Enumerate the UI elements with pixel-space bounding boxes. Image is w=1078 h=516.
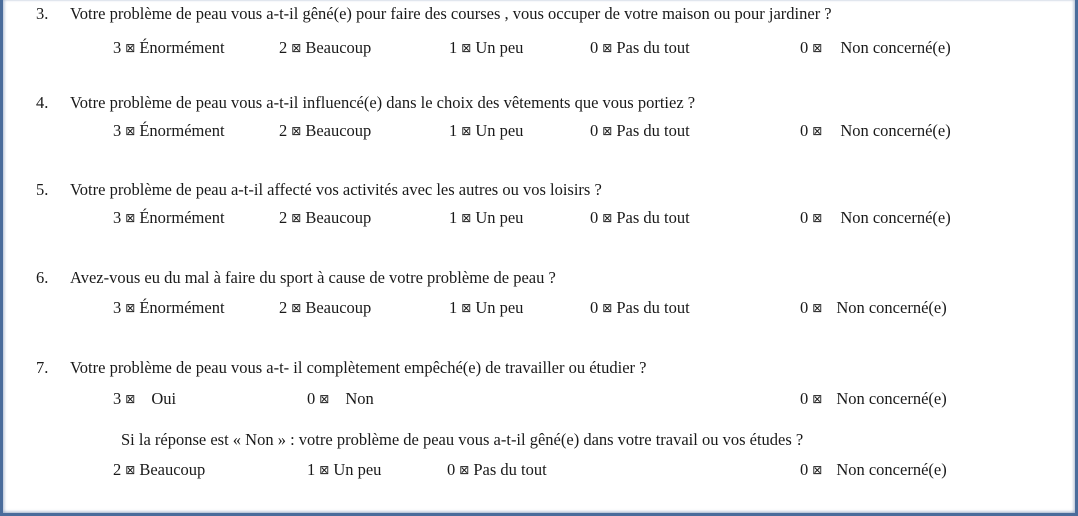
option-pas-du-tout[interactable]: 0 ⊠ Pas du tout <box>590 38 690 57</box>
question-number: 6. <box>36 268 49 287</box>
question-number: 3. <box>36 4 49 23</box>
option-enormement[interactable]: 3 ⊠ Énormément <box>113 38 225 57</box>
checkbox-icon[interactable]: ⊠ <box>461 211 472 225</box>
checkbox-icon[interactable]: ⊠ <box>812 41 823 55</box>
option-beaucoup[interactable]: 2 ⊠ Beaucoup <box>279 298 372 317</box>
checkbox-icon[interactable]: ⊠ <box>125 41 136 55</box>
checkbox-icon[interactable]: ⊠ <box>812 463 823 477</box>
checkbox-icon[interactable]: ⊠ <box>602 301 613 315</box>
option-un-peu[interactable]: 1 ⊠ Un peu <box>449 208 524 227</box>
option-beaucoup[interactable]: 2 ⊠ Beaucoup <box>279 208 372 227</box>
option-un-peu[interactable]: 1 ⊠ Un peu <box>307 460 382 479</box>
checkbox-icon[interactable]: ⊠ <box>291 301 302 315</box>
checkbox-icon[interactable]: ⊠ <box>291 41 302 55</box>
checkbox-icon[interactable]: ⊠ <box>812 124 823 138</box>
question-text: Votre problème de peau vous a-t-il influencé(e) dans le choix des vêtements que vous portiez ? <box>70 93 696 112</box>
option-un-peu[interactable]: 1 ⊠ Un peu <box>449 298 524 317</box>
checkbox-icon[interactable]: ⊠ <box>461 41 472 55</box>
checkbox-icon[interactable]: ⊠ <box>125 463 136 477</box>
checkbox-icon[interactable]: ⊠ <box>602 41 613 55</box>
checkbox-icon[interactable]: ⊠ <box>125 211 136 225</box>
option-oui[interactable]: 3 ⊠ Oui <box>113 389 177 408</box>
option-enormement[interactable]: 3 ⊠ Énormément <box>113 208 225 227</box>
checkbox-icon[interactable]: ⊠ <box>461 301 472 315</box>
checkbox-icon[interactable]: ⊠ <box>291 211 302 225</box>
option-beaucoup[interactable]: 2 ⊠ Beaucoup <box>279 38 372 57</box>
checkbox-icon[interactable]: ⊠ <box>291 124 302 138</box>
question-number: 7. <box>36 358 49 377</box>
option-pas-du-tout[interactable]: 0 ⊠ Pas du tout <box>590 208 690 227</box>
option-pas-du-tout[interactable]: 0 ⊠ Pas du tout <box>447 460 547 479</box>
option-non[interactable]: 0 ⊠ Non <box>307 389 374 408</box>
question-text: Avez-vous eu du mal à faire du sport à cause de votre problème de peau ? <box>70 268 556 287</box>
option-beaucoup[interactable]: 2 ⊠ Beaucoup <box>113 460 206 479</box>
checkbox-icon[interactable]: ⊠ <box>602 211 613 225</box>
checkbox-icon[interactable]: ⊠ <box>125 392 136 406</box>
checkbox-icon[interactable]: ⊠ <box>812 301 823 315</box>
checkbox-icon[interactable]: ⊠ <box>812 392 823 406</box>
checkbox-icon[interactable]: ⊠ <box>461 124 472 138</box>
checkbox-icon[interactable]: ⊠ <box>125 124 136 138</box>
question-text: Votre problème de peau a-t-il affecté vos activités avec les autres ou vos loisirs ? <box>70 180 602 199</box>
followup-question-text: Si la réponse est « Non » : votre problème de peau vous a-t-il gêné(e) dans votre travail ou vos études ? <box>121 430 804 449</box>
option-non-concerne[interactable]: 0 ⊠ Non concerné(e) <box>800 38 951 57</box>
checkbox-icon[interactable]: ⊠ <box>319 392 330 406</box>
option-un-peu[interactable]: 1 ⊠ Un peu <box>449 121 524 140</box>
question-text: Votre problème de peau vous a-t- il complètement empêché(e) de travailler ou étudier ? <box>70 358 647 377</box>
checkbox-icon[interactable]: ⊠ <box>125 301 136 315</box>
option-non-concerne[interactable]: 0 ⊠ Non concerné(e) <box>800 298 947 317</box>
option-non-concerne[interactable]: 0 ⊠ Non concerné(e) <box>800 121 951 140</box>
checkbox-icon[interactable]: ⊠ <box>459 463 470 477</box>
option-pas-du-tout[interactable]: 0 ⊠ Pas du tout <box>590 298 690 317</box>
option-enormement[interactable]: 3 ⊠ Énormément <box>113 121 225 140</box>
option-enormement[interactable]: 3 ⊠ Énormément <box>113 298 225 317</box>
checkbox-icon[interactable]: ⊠ <box>812 211 823 225</box>
checkbox-icon[interactable]: ⊠ <box>602 124 613 138</box>
option-non-concerne[interactable]: 0 ⊠ Non concerné(e) <box>800 208 951 227</box>
question-text: Votre problème de peau vous a-t-il gêné(e) pour faire des courses , vous occuper de votre maison ou pour jardiner ? <box>70 4 832 23</box>
checkbox-icon[interactable]: ⊠ <box>319 463 330 477</box>
option-non-concerne[interactable]: 0 ⊠ Non concerné(e) <box>800 389 947 408</box>
question-number: 4. <box>36 93 49 112</box>
option-pas-du-tout[interactable]: 0 ⊠ Pas du tout <box>590 121 690 140</box>
option-non-concerne[interactable]: 0 ⊠ Non concerné(e) <box>800 460 947 479</box>
option-beaucoup[interactable]: 2 ⊠ Beaucoup <box>279 121 372 140</box>
option-un-peu[interactable]: 1 ⊠ Un peu <box>449 38 524 57</box>
question-number: 5. <box>36 180 49 199</box>
